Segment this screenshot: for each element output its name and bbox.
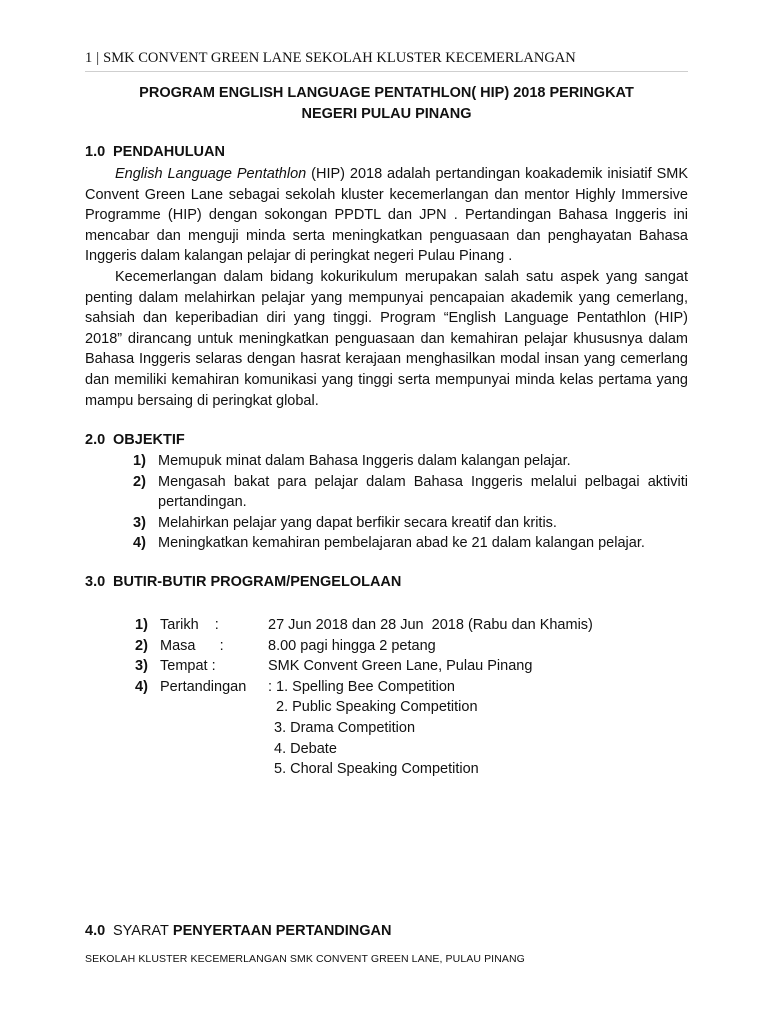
section-title-bold: PENYERTAAN PERTANDINGAN (172, 923, 392, 939)
list-item-text: Melahirkan pelajar yang dapat berfikir secara kreatif dan kritis. (158, 514, 557, 531)
header-separator: | (96, 50, 100, 66)
detail-label: Tempat : (160, 658, 216, 675)
list-item (85, 533, 688, 554)
section-number: 1.0 (85, 144, 106, 160)
detail-row-date (85, 615, 688, 636)
competition-item: 4. Debate (274, 740, 337, 757)
list-marker: 2) (133, 473, 146, 490)
list-item (85, 513, 688, 534)
program-details (85, 615, 688, 780)
page-header (85, 50, 688, 72)
intro-paragraph-1-text: (HIP) 2018 adalah pertandingan koakademik inisiatif SMK Convent Green Lane sebagai sekolah kluster kecemerlangan dan mentor Highly Immersive Programme (HIP) dengan sokongan PPDTL dan JPN . Pertandingan Bahasa Inggeris ini mencabar dan menguji minda serta meningkatkan penguasaan dan penghayatan Bahasa Inggeris dalam kalangan pelajar di peringkat negeri Pulau Pinang . (85, 166, 688, 265)
competition-item: 2. Public Speaking Competition (276, 699, 478, 716)
section-heading-intro (85, 144, 225, 160)
title-line-2: NEGERI PULAU PINANG (301, 106, 472, 122)
section-title: OBJEKTIF (113, 432, 185, 448)
page-footer: SEKOLAH KLUSTER KECEMERLANGAN SMK CONVENT GREEN LANE, PULAU PINANG (85, 953, 525, 965)
detail-value: : 1. Spelling Bee Competition (268, 678, 455, 695)
detail-label: Tarikh : (160, 617, 219, 633)
section-heading-program (85, 574, 401, 590)
competition-item: 5. Choral Speaking Competition (274, 761, 479, 778)
section-number: 3.0 (85, 574, 106, 590)
header-school-title: SMK CONVENT GREEN LANE SEKOLAH KLUSTER KECEMERLANGAN (103, 50, 576, 66)
list-marker: 4) (133, 535, 146, 552)
list-item-text: Memupuk minat dalam Bahasa Inggeris dalam kalangan pelajar. (158, 453, 571, 469)
detail-label: Pertandingan (160, 678, 247, 695)
section-heading-requirements (85, 923, 392, 939)
detail-row-competitions (85, 677, 688, 698)
section-heading-objectives (85, 432, 185, 448)
title-line-1: PROGRAM ENGLISH LANGUAGE PENTATHLON( HIP) 2018 PERINGKAT (139, 85, 634, 101)
list-marker: 4) (135, 678, 148, 695)
list-item (85, 451, 688, 472)
list-item-text: Meningkatkan kemahiran pembelajaran abad ke 21 dalam kalangan pelajar. (158, 535, 645, 552)
list-marker: 3) (135, 658, 148, 675)
document-title (85, 83, 688, 125)
objectives-list (85, 451, 688, 554)
intro-paragraph-1 (85, 164, 688, 267)
list-item-text: Mengasah bakat para pelajar dalam Bahasa Inggeris melalui pelbagai aktiviti pertandingan. (158, 473, 688, 511)
detail-row-venue (85, 656, 688, 677)
list-marker: 1) (133, 453, 146, 469)
detail-value: 8.00 pagi hingga 2 petang (268, 637, 436, 654)
section-title: BUTIR-BUTIR PROGRAM/PENGELOLAAN (113, 574, 402, 590)
intro-italic-title: English Language Pentathlon (115, 166, 307, 182)
section-title: PENDAHULUAN (113, 144, 225, 160)
page-number: 1 (85, 50, 93, 66)
intro-paragraph-2: Kecemerlangan dalam bidang kokurikulum merupakan salah satu aspek yang sangat penting dalam melahirkan pelajar yang mempunyai pencapaian akademik yang cemerlang, sahsiah dan keperibadian diri yang tinggi. Program “English Language Pentathlon (HIP) 2018” dirancang untuk meningkatkan penguasaan dan kemahiran pelajar khususnya dalam Bahasa Inggeris selaras dengan hasrat kerajaan menghasilkan modal insan yang cemerlang dan memiliki kemahiran komunikasi yang tinggi serta mempunyai minda kelas pertama yang mampu bersaing di peringkat global. (85, 269, 688, 409)
competition-item: 3. Drama Competition (274, 719, 416, 736)
section-number: 4.0 (85, 923, 106, 939)
section-number: 2.0 (85, 432, 106, 448)
list-marker: 1) (135, 617, 148, 633)
detail-value: SMK Convent Green Lane, Pulau Pinang (268, 658, 533, 675)
detail-value: 27 Jun 2018 dan 28 Jun 2018 (Rabu dan Khamis) (268, 617, 593, 633)
list-marker: 3) (133, 514, 146, 531)
list-item (85, 472, 688, 513)
list-marker: 2) (135, 637, 148, 654)
section-title-plain: SYARAT (113, 923, 169, 939)
detail-row-time (85, 636, 688, 657)
detail-label: Masa : (160, 637, 224, 654)
